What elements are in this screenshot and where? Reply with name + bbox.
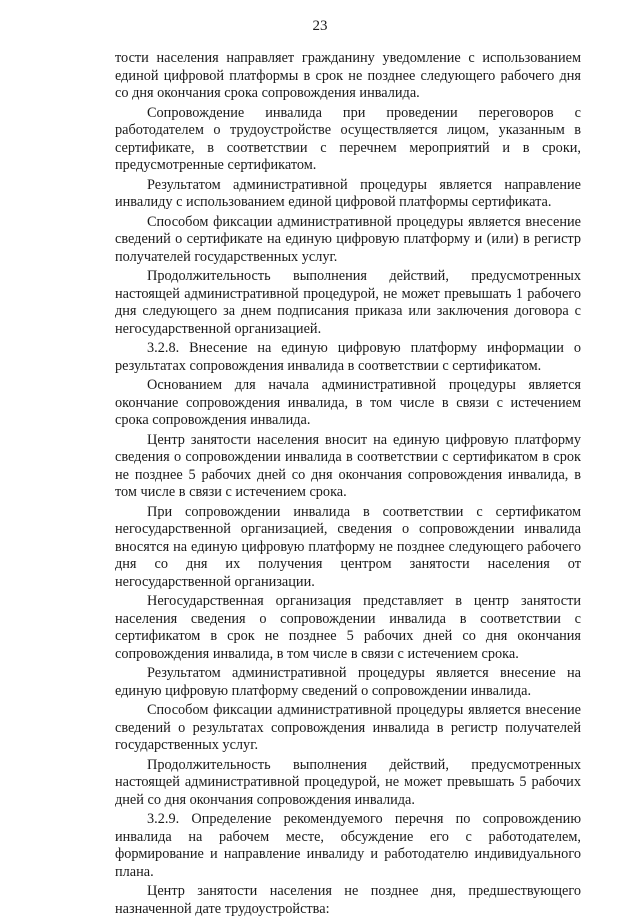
paragraph-11: Результатом административной процедуры является внесение на единую цифровую платформу сведений о сопровождении инвалида. [115, 665, 581, 699]
section-heading-3-2-9: 3.2.9. Определение рекомендуемого перечня по сопровождению инвалида на рабочем месте, обсуждение его с работодателем, формирование и направление инвалиду и работодателю индивидуального плана. [115, 811, 581, 880]
paragraph-15: Центр занятости населения не позднее дня, предшествующего назначенной дате трудоустройства: [115, 883, 581, 917]
section-heading-3-2-8: 3.2.8. Внесение на единую цифровую платформу информации о результатах сопровождения инвалида в соответствии с сертификатом. [115, 340, 581, 374]
paragraph-12: Способом фиксации административной процедуры является внесение сведений о результатах сопровождения инвалида в регистр получателей государственных услуг. [115, 702, 581, 753]
paragraph-2: Сопровождение инвалида при проведении переговоров с работодателем о трудоустройстве осуществляется лицом, указанным в сертификате, в соответствии с перечнем мероприятий и в сроки, предусмотренные сертификатом. [115, 104, 581, 173]
paragraph-4: Способом фиксации административной процедуры является внесение сведений о сертификате на единую цифровую платформу и (или) в регистр получателей государственных услуг. [115, 213, 581, 265]
paragraph-1: тости населения направляет гражданину уведомление с использованием единой цифровой платформы в срок не позднее следующего рабочего дня со дня окончания срока сопровождения инвалида. [115, 50, 581, 101]
paragraph-10: Негосударственная организация представляет в центр занятости населения сведения о сопровождении инвалида в соответствии с сертификатом в срок не позднее 5 рабочих дней со дня окончания сопровождения инвалида, в том числе в связи с истечением срока. [115, 593, 581, 662]
paragraph-3: Результатом административной процедуры является направление инвалиду с использованием единой цифровой платформы сертификата. [115, 176, 581, 210]
paragraph-5: Продолжительность выполнения действий, предусмотренных настоящей административной процедурой, не может превышать 1 рабочего дня следующего за днем подписания приказа или заключения договора с негосударственной организацией. [115, 268, 581, 337]
page-number: 23 [312, 18, 328, 34]
paragraph-8: Центр занятости населения вносит на единую цифровую платформу сведения о сопровождении инвалида в соответствии с сертификатом в срок не позднее 5 рабочих дней со дня окончания сопровождения инвалида, в том числе в связи с истечением срока. [115, 431, 581, 500]
paragraph-9: При сопровождении инвалида в соответствии с сертификатом негосударственной организацией, сведения о сопровождении инвалида вносятся на единую цифровую платформу не позднее следующего рабочего дня со дня их получения центром занятости населения от негосударственной организации. [115, 503, 581, 590]
paragraph-7: Основанием для начала административной процедуры является окончание сопровождения инвалида, в том числе в связи с истечением срока сопровождения инвалида. [115, 377, 581, 428]
paragraph-13: Продолжительность выполнения действий, предусмотренных настоящей административной процедурой, не может превышать 5 рабочих дней со дня окончания сопровождения инвалида. [115, 756, 581, 808]
document-body [115, 50, 581, 918]
